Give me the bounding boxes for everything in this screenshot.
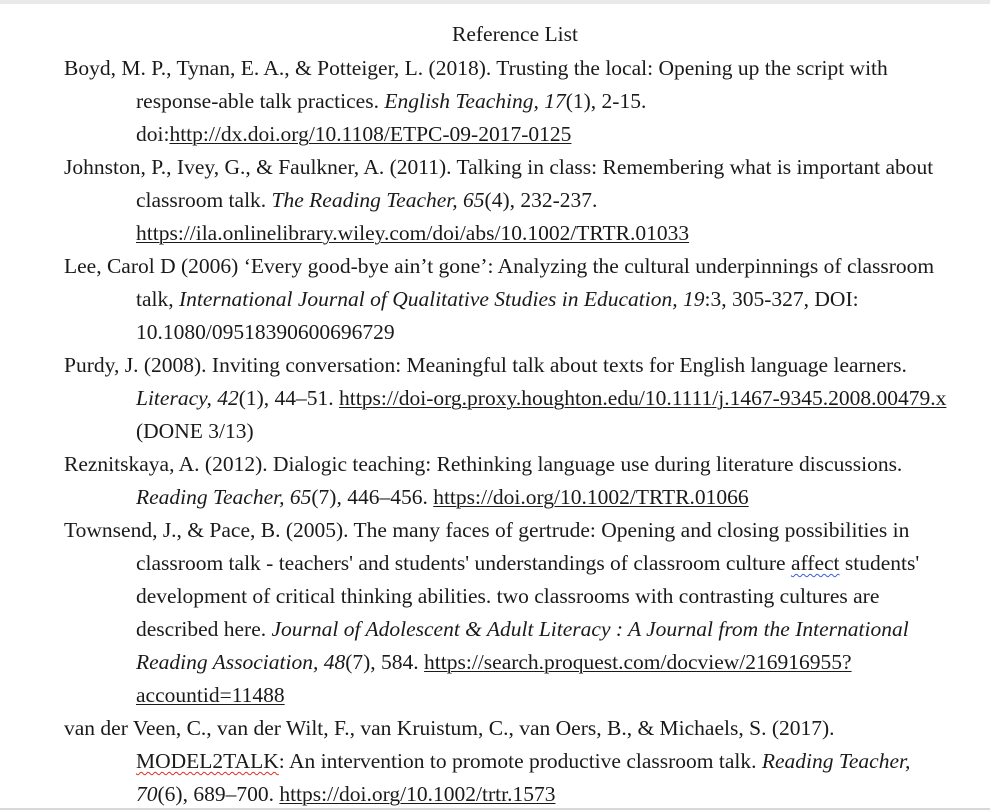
doi-link[interactable]: https://search.proquest.com/docview/216916955?accountid=11488 (136, 650, 852, 707)
journal-title: English Teaching, 17 (384, 89, 566, 113)
doi-link[interactable]: http://dx.doi.org/10.1108/ETPC-09-2017-0125 (169, 122, 572, 146)
doi-link[interactable]: https://doi.org/10.1002/trtr.1573 (279, 782, 556, 806)
doi-link[interactable]: https://doi.org/10.1002/TRTR.01066 (433, 485, 749, 509)
journal-title: International Journal of Qualitative Studies in Education, 19 (179, 287, 705, 311)
journal-title: Reading Teacher, 70 (136, 749, 911, 806)
journal-title: Literacy, 42 (136, 386, 239, 410)
journal-title: Journal of Adolescent & Adult Literacy : A Journal from the International Reading Association, 48 (136, 617, 909, 674)
reference-list (64, 52, 964, 811)
reference-entry: Boyd, M. P., Tynan, E. A., & Potteiger, L. (2018). Trusting the local: Opening up the script with response-able talk practices. English Teaching, 17(1), 2-15. doi:http://dx.doi.org/10.1108/ETPC-09-2017-0125 (64, 56, 888, 146)
top-border (0, 0, 990, 4)
reference-entry: Lee, Carol D (2006) ‘Every good-bye ain’t gone’: Analyzing the cultural underpinnings of classroom talk, International Journal of Qualitative Studies in Education, 19:3, 305-327, DOI: 10.1080/09518390600696729 (64, 254, 935, 344)
page-title: Reference List (452, 22, 578, 46)
spellcheck-flagged-word[interactable]: affect (790, 551, 840, 575)
doi-link[interactable]: https://ila.onlinelibrary.wiley.com/doi/abs/10.1002/TRTR.01033 (136, 221, 690, 245)
reference-entry: van der Veen, C., van der Wilt, F., van Kruistum, C., van Oers, B., & Michaels, S. (2017). MODEL2TALK: An intervention to promote productive classroom talk. Reading Teacher, 70(6), 689–700. https://doi.org/10.1002/trtr.1573 (64, 716, 911, 806)
reference-entry: Purdy, J. (2008). Inviting conversation: Meaningful talk about texts for English language learners. Literacy, 42(1), 44–51. https://doi-org.proxy.houghton.edu/10.1111/j.1467-9345.2008.00479.x (DONE 3/13) (64, 353, 947, 443)
journal-title: Reading Teacher, 65 (136, 485, 312, 509)
reference-entry: Reznitskaya, A. (2012). Dialogic teaching: Rethinking language use during literature discussions. Reading Teacher, 65(7), 446–456. https://doi.org/10.1002/TRTR.01066 (64, 452, 903, 509)
status-note: (DONE 3/13) (136, 419, 254, 443)
journal-title: The Reading Teacher, 65 (271, 188, 485, 212)
reference-entry: Townsend, J., & Pace, B. (2005). The many faces of gertrude: Opening and closing possibilities in classroom talk - teachers' and students' understandings of classroom culture affect students' development of critical thinking abilities. two classrooms with contrasting cultures are described here. Journal of Adolescent & Adult Literacy : A Journal from the International Reading Association, 48(7), 584. https://search.proquest.com/docview/216916955?accountid=11488 (64, 518, 920, 707)
doi-link[interactable]: https://doi-org.proxy.houghton.edu/10.1111/j.1467-9345.2008.00479.x (339, 386, 947, 410)
spellcheck-flagged-word[interactable]: MODEL2TALK (136, 749, 279, 773)
reference-entry: Johnston, P., Ivey, G., & Faulkner, A. (2011). Talking in class: Remembering what is important about classroom talk. The Reading Teacher, 65(4), 232-237. https://ila.onlinelibrary.wiley.com/doi/abs/10.1002/TRTR.01033 (64, 155, 934, 245)
